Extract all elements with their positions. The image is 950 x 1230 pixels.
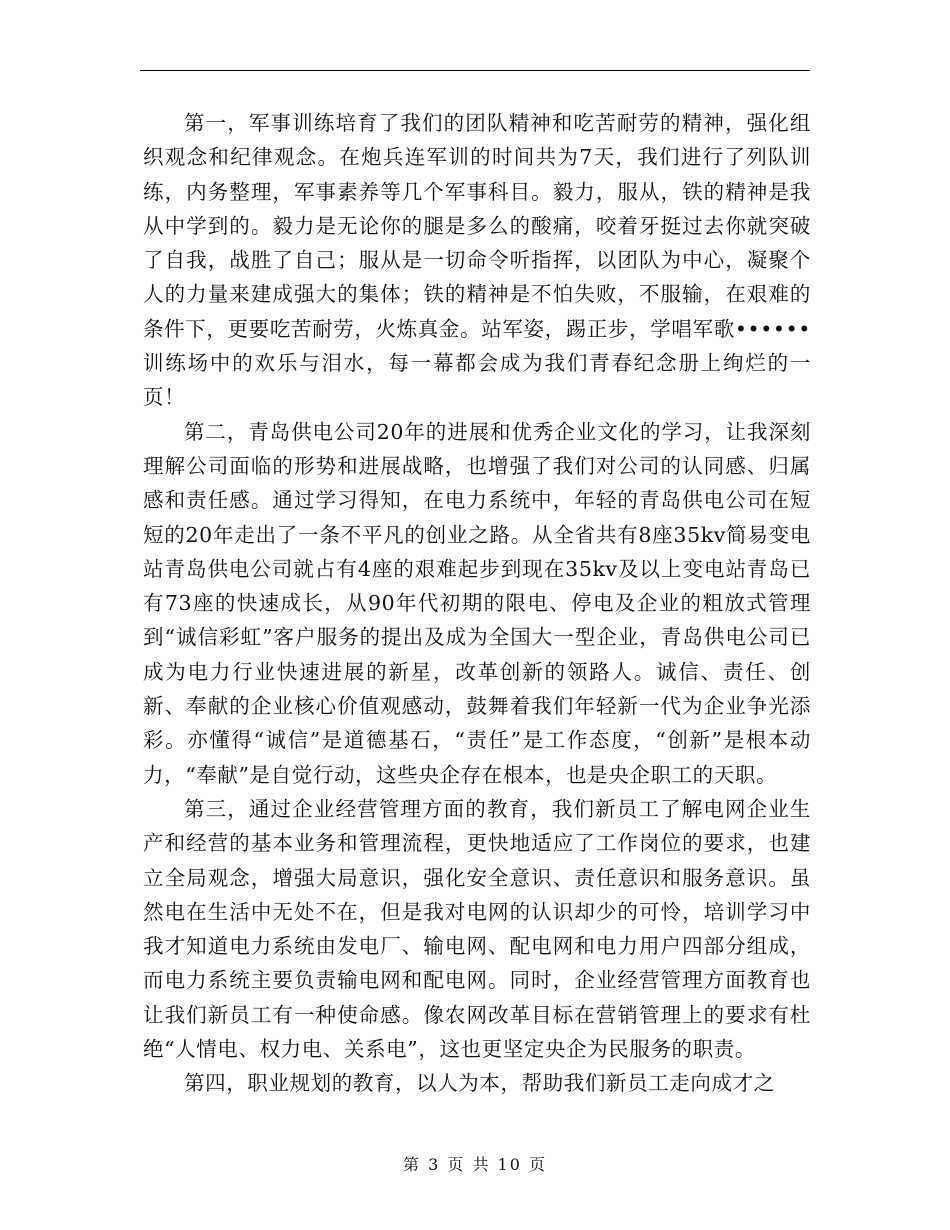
body-text: [143, 106, 811, 1101]
paragraph-2: 第二，青岛供电公司20年的进展和优秀企业文化的学习，让我深刻理解公司面临的形势和进展战略，也增强了我们对公司的认同感、归属感和责任感。通过学习得知，在电力系统中，年轻的青岛供电公司在短短的20年走出了一条不平凡的创业之路。从全省共有8座35kv简易变电站青岛供电公司就占有4座的艰难起步到现在35kv及以上变电站青岛已有73座的快速成长，从90年代初期的限电、停电及企业的粗放式管理到“诚信彩虹”客户服务的提出及成为全国大一型企业，青岛供电公司已成为电力行业快速进展的新星，改革创新的领路人。诚信、责任、创新、奉献的企业核心价值观感动，鼓舞着我们年轻新一代为企业争光添彩。亦懂得“诚信”是道德基石，“责任”是工作态度，“创新”是根本动力，“奉献”是自觉行动，这些央企存在根本，也是央企职工的天职。: [143, 419, 811, 787]
paragraph-1: 第一，军事训练培育了我们的团队精神和吃苦耐劳的精神，强化组织观念和纪律观念。在炮兵连军训的时间共为7天，我们进行了列队训练，内务整理，军事素养等几个军事科目。毅力，服从，铁的精神是我从中学到的。毅力是无论你的腿是多么的酸痛，咬着牙挺过去你就突破了自我，战胜了自己；服从是一切命令听指挥，以团队为中心，凝聚个人的力量来建成强大的集体；铁的精神是不怕失败，不服输，在艰难的条件下，更要吃苦耐劳，火炼真金。站军姿，踢正步，学唱军歌••••••训练场中的欢乐与泪水，每一幕都会成为我们青春纪念册上绚烂的一页！: [143, 111, 811, 410]
page-number-footer: 第 3 页 共 10 页: [403, 1155, 547, 1174]
paragraph-4: 第四，职业规划的教育，以人为本，帮助我们新员工走向成才之: [184, 1071, 775, 1096]
paragraph-3: 第三，通过企业经营管理方面的教育，我们新员工了解电网企业生产和经营的基本业务和管理流程，更快地适应了工作岗位的要求，也建立全局观念，增强大局意识，强化安全意识、责任意识和服务意识。虽然电在生活中无处不在，但是我对电网的认识却少的可怜，培训学习中我才知道电力系统由发电厂、输电网、配电网和电力用户四部分组成，而电力系统主要负责输电网和配电网。同时，企业经营管理方面教育也让我们新员工有一种使命感。像农网改革目标在营销管理上的要求有杜绝“人情电、权力电、关系电”，这也更坚定央企为民服务的职责。: [143, 796, 811, 1062]
header-rule: [140, 70, 810, 71]
